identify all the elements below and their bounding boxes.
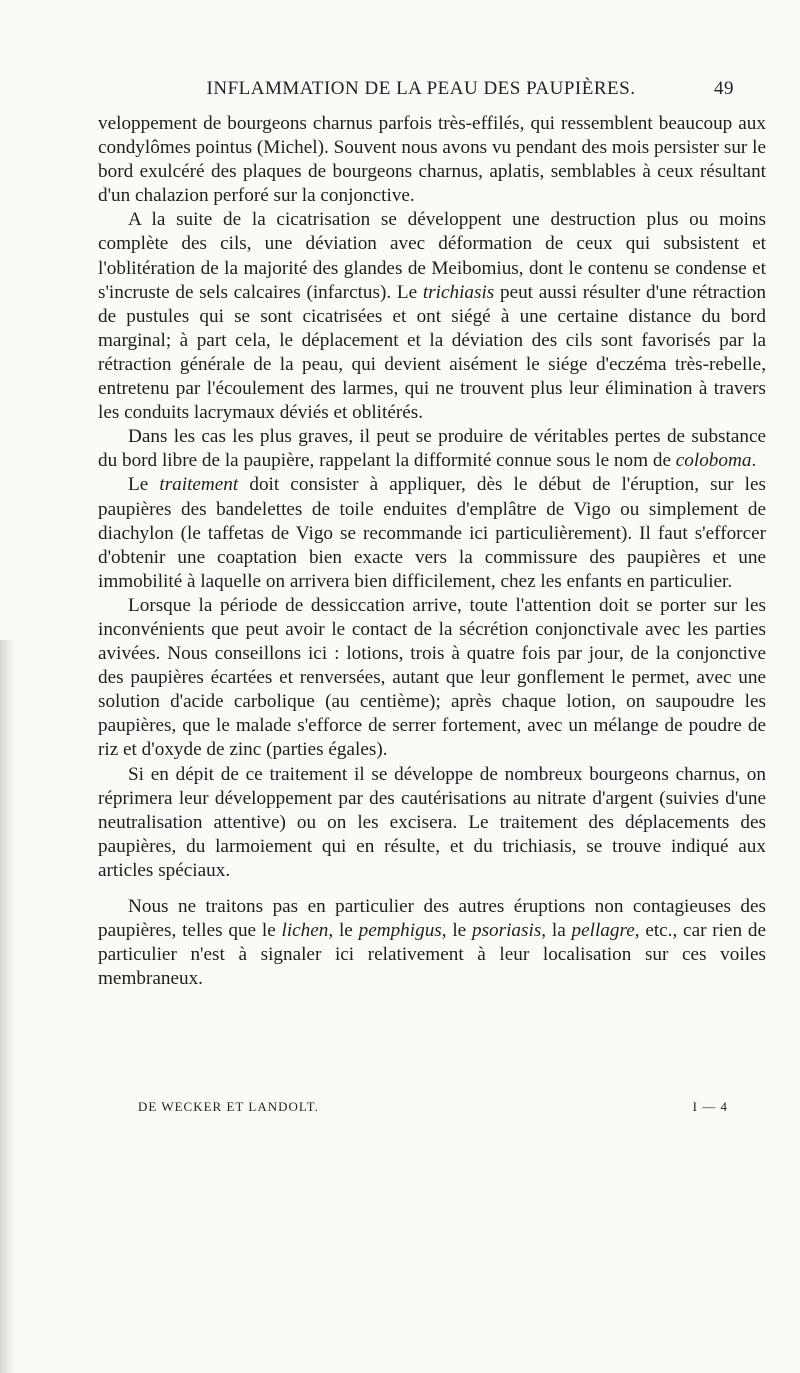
paragraph-coloboma [98,425,766,473]
text-run: , etc., car rien de particulier n'est à signaler ici relativement à leur localisation sur ces voiles membraneux. [98,920,766,990]
italic-term: pellagre [571,920,635,942]
paragraph-cicatrisation [98,208,766,425]
page-number: 49 [714,78,734,99]
text-run: A la suite de la cicatrisation se développent une destruction plus ou moins complète des cils, une déviation avec déformation de ceux qui subsistent et l'oblitération de la majorité des glandes de Meibomius, dont le contenu se condense et s'incruste de sels calcaires (infarctus). Le [98,209,766,303]
italic-term: trichiasis [422,281,495,303]
body-text [98,112,766,991]
text-run: Le [128,474,160,496]
paragraph-bourgeons [98,763,766,883]
italic-term: lichen [281,920,329,942]
italic-term: psoriasis [471,920,542,942]
italic-term: coloboma [675,450,752,472]
text-run: , la [541,920,572,942]
italic-term: pemphigus [358,920,442,942]
footer-sheet-mark: I — 4 [692,1099,728,1114]
text-run: . [751,450,757,472]
text-run: , le [328,920,359,942]
text-run: doit consister à appliquer, dès le début de l'éruption, sur les paupières des bandelettes de toile enduites d'emplâtre de Vigo ou simplement de diachylon (le taffetas de Vigo se recommande ici particulièrement). Il faut s'efforcer d'obtenir une coaptation bien exacte vers la commissure des paupières et une immobilité à laquelle on arrivera bien difficilement, chez les enfants en particulier. [98,474,766,592]
text-run: , le [441,920,472,942]
paragraph-continuation [98,112,766,208]
footer-signature: DE WECKER ET LANDOLT. [138,1099,319,1114]
paragraph-dessiccation [98,594,766,763]
text-run: Nous ne traitons pas en particulier des autres éruptions non contagieuses des paupières, telles que le [98,896,766,942]
text-run: veloppement de bourgeons charnus parfois très-effilés, qui ressemblent beaucoup aux condylômes pointus (Michel). Souvent nous avons vu pendant des mois persister sur le bord exulcéré des plaques de bourgeons charnus, aplatis, semblables à ceux résultant d'un chalazion perforé sur la conjonctive. [98,113,766,207]
paragraph-traitement [98,473,766,593]
text-run: Lorsque la période de dessiccation arrive, toute l'attention doit se porter sur les inconvénients que peut avoir le contact de la sécrétion conjonctivale avec les parties avivées. Nous conseillons ici : lotions, trois à quatre fois par jour, de la conjonctive des paupières écartées et renversées, autant que leur gonflement le permet, avec une solution d'acide carbolique (au centième); après chaque lotion, on saupoudre les paupières, que le malade s'efforce de serrer fortement, avec un mélange de poudre de riz et d'oxyde de zinc (parties égales). [98,594,766,761]
page-footer [138,1099,728,1119]
italic-term: traitement [159,474,239,496]
paragraph-autres-eruptions [98,895,766,991]
text-run: Si en dépit de ce traitement il se développe de nombreux bourgeons charnus, on réprimera leur développement par des cautérisations au nitrate d'argent (suivies d'une neutralisation attentive) ou on les excisera. Le traitement des déplacements des paupières, du larmoiement qui en résulte, et du trichiasis, se trouve indiqué aux articles spéciaux. [98,763,766,881]
running-head [96,78,746,108]
text-run: Dans les cas les plus graves, il peut se produire de véritables pertes de substance du bord libre de la paupière, rappelant la difformité connue sous le nom de [98,426,766,472]
running-title: INFLAMMATION DE LA PEAU DES PAUPIÈRES. [206,78,636,99]
text-run: peut aussi résulter d'une rétraction de pustules qui se sont cicatrisées et ont siégé à une certaine distance du bord marginal; à part cela, le déplacement et la déviation des cils sont favorisés par la rétraction générale de la peau, qui devient aisément le siége d'eczéma très-rebelle, entretenu par l'écoulement des larmes, qui ne trouvent plus leur élimination à travers les conduits lacrymaux déviés et oblitérés. [98,281,766,424]
page-edge-shadow [0,640,14,1373]
